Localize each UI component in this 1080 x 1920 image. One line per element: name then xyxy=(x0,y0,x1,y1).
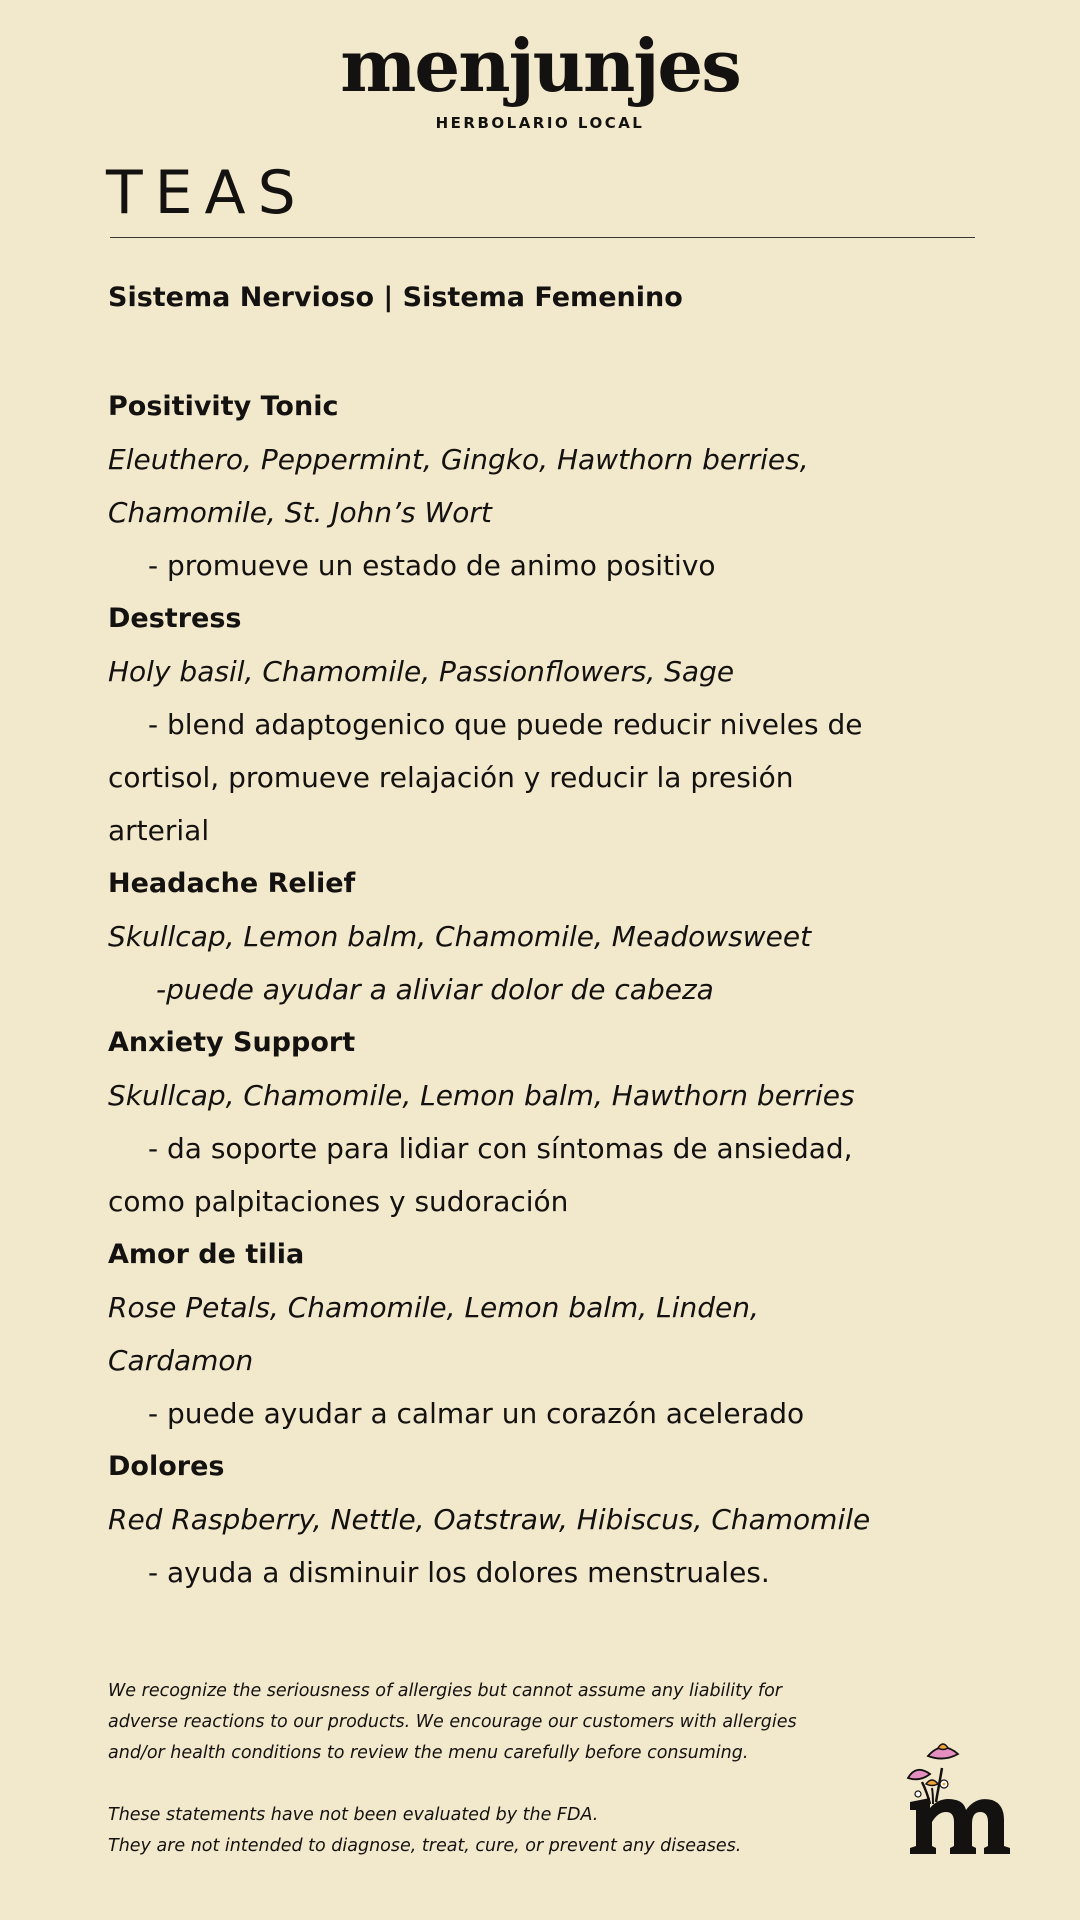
brand-tagline: HERBOLARIO LOCAL xyxy=(435,114,645,132)
fda-disclaimer-line: These statements have not been evaluated by the FDA. xyxy=(108,1805,599,1825)
item-ingredients: Holy basil, Chamomile, Passionflowers, Sage xyxy=(108,655,735,688)
item-description: - puede ayudar a calmar un corazón acelerado xyxy=(148,1397,805,1430)
section-subheading: Sistema Nervioso | Sistema Femenino xyxy=(108,282,683,313)
item-name: Positivity Tonic xyxy=(108,391,339,422)
menu-item xyxy=(108,857,988,1016)
brand-header xyxy=(0,23,1080,132)
menu-item xyxy=(108,592,988,857)
fda-disclaimer-line: They are not intended to diagnose, treat, cure, or prevent any diseases. xyxy=(108,1836,742,1856)
item-description: - blend adaptogenico que puede reducir niveles de xyxy=(148,708,863,741)
item-name: Destress xyxy=(108,603,242,634)
item-ingredients: Cardamon xyxy=(108,1344,254,1377)
item-ingredients: Skullcap, Lemon balm, Chamomile, Meadowsweet xyxy=(108,920,812,953)
item-ingredients: Skullcap, Chamomile, Lemon balm, Hawthorn berries xyxy=(108,1079,855,1112)
item-description: - ayuda a disminuir los dolores menstruales. xyxy=(148,1556,770,1589)
title-divider xyxy=(110,237,975,238)
item-ingredients: Eleuthero, Peppermint, Gingko, Hawthorn berries, xyxy=(108,443,809,476)
item-ingredients: Chamomile, St. John’s Wort xyxy=(108,496,492,529)
menu-item xyxy=(108,1440,988,1599)
allergy-disclaimer-line: We recognize the seriousness of allergies but cannot assume any liability for xyxy=(108,1681,782,1701)
item-name: Dolores xyxy=(108,1451,225,1482)
item-description: como palpitaciones y sudoración xyxy=(108,1185,569,1218)
item-description: -puede ayudar a aliviar dolor de cabeza xyxy=(156,973,714,1006)
item-name: Anxiety Support xyxy=(108,1027,356,1058)
section-title: TEAS xyxy=(106,158,308,228)
item-ingredients: Rose Petals, Chamomile, Lemon balm, Linden, xyxy=(108,1291,759,1324)
menu-item xyxy=(108,1016,988,1228)
menu-item xyxy=(108,380,988,592)
item-ingredients: Red Raspberry, Nettle, Oatstraw, Hibiscus, Chamomile xyxy=(108,1503,871,1536)
allergy-disclaimer-line: adverse reactions to our products. We encourage our customers with allergies xyxy=(108,1712,797,1732)
brand-logo: menjunjes xyxy=(340,23,740,108)
item-name: Headache Relief xyxy=(108,868,356,899)
item-description: cortisol, promueve relajación y reducir la presión xyxy=(108,761,794,794)
item-description: arterial xyxy=(108,814,210,847)
item-name: Amor de tilia xyxy=(108,1239,305,1270)
menu-item xyxy=(108,1228,988,1440)
disclaimer xyxy=(108,1676,878,1862)
tea-menu xyxy=(108,380,988,1599)
m-monogram-with-mushrooms-icon xyxy=(900,1738,1015,1858)
item-description: - da soporte para lidiar con síntomas de ansiedad, xyxy=(148,1132,853,1165)
allergy-disclaimer-line: and/or health conditions to review the menu carefully before consuming. xyxy=(108,1743,749,1763)
item-description: - promueve un estado de animo positivo xyxy=(148,549,716,582)
